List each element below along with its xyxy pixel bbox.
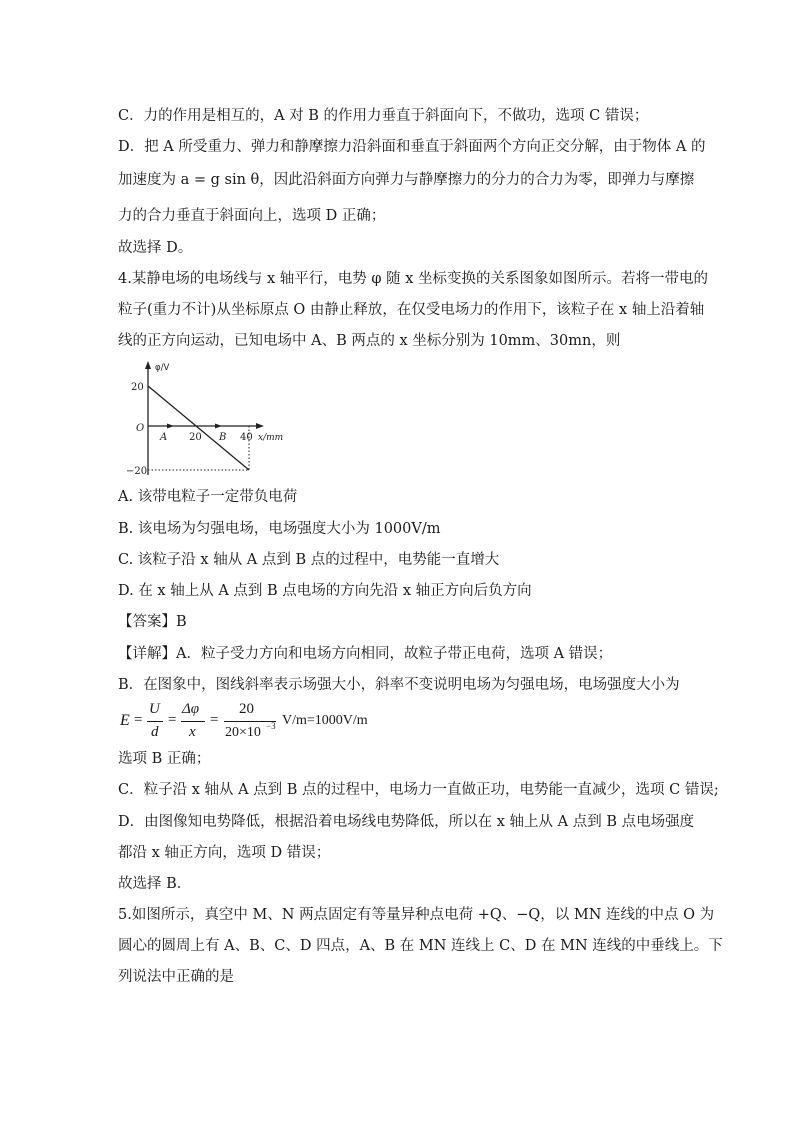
field-arrow-icon [167,424,174,429]
eq-U: U [149,701,160,717]
y-axis-label: φ/V [155,363,170,373]
eq-equals: = [168,712,177,728]
eq-equals: = [134,712,143,728]
eq-dphi: Δφ [182,701,200,717]
eq-denominator: 20×10 [225,725,261,740]
eq-E: E [120,712,130,729]
field-arrow-icon [215,424,222,429]
x-tick-label: 20 [189,432,202,443]
fraction-bar [181,721,205,722]
text-line: 列说法中正确的是 [118,969,234,985]
text-line: 粒子(重力不计)从坐标原点 O 由静止释放，在仅受电场力的作用下，该粒子在 x 轴上沿着轴 [118,302,705,318]
x-axis-label: x/mm [258,433,284,443]
eq-x: x [189,724,196,740]
text-line: 选项 B 正确； [118,751,211,767]
text-line: D．把 A 所受重力、弹力和静摩擦力沿斜面和垂直于斜面两个方向正交分解，由于物体 A 的 [118,139,706,155]
y-tick-label: 20 [131,382,144,393]
text-line: C．力的作用是相互的，A 对 B 的作用力垂直于斜面向下，不做功，选项 C 错误； [118,108,649,124]
origin-label: O [136,423,145,434]
text-line: D．由图像知电势降低，根据沿着电场线电势降低，所以在 x 轴上从 A 点到 B 点电场强度 [118,814,695,830]
x-tick-label: 40 [240,432,253,443]
text-line: 力的合力垂直于斜面向上，选项 D 正确； [118,208,386,224]
text-line: A. 该带电粒子一定带负电荷 [118,489,298,505]
y-tick-label: −20 [126,466,148,477]
text-line: 都沿 x 轴正方向，选项 D 错误； [118,845,331,861]
text-line: C．粒子沿 x 轴从 A 点到 B 点的过程中，电场力一直做正功，电势能一直减少，选项 C 错误; [118,782,719,798]
text-line: 故选择 B． [118,876,192,892]
text-line: 线的正方向运动，已知电场中 A、B 两点的 x 坐标分别为 10mm、30mn，则 [118,333,621,349]
y-axis-arrow-icon [145,361,151,369]
text-line: 故选择 D。 [118,240,193,256]
text-line: C. 该粒子沿 x 轴从 A 点到 B 点的过程中，电势能一直增大 [118,552,500,568]
potential-line [148,386,249,470]
text-line: B．在图象中，图线斜率表示场强大小，斜率不变说明电场为匀强电场，电场强度大小为 [118,677,680,693]
text-line: 【详解】A．粒子受力方向和电场方向相同，故粒子带正电荷，选项 A 错误； [118,646,613,662]
eq-d: d [151,724,159,740]
eq-equals: = [210,712,219,728]
text-line: 4.某静电场的电场线与 x 轴平行，电势 φ 随 x 坐标变换的关系图象如图所示。若将一带电的 [118,271,708,287]
point-label: A [160,432,168,443]
potential-graph [118,357,284,477]
text-line: 5.如图所示，真空中 M、N 两点固定有等量异种点电荷 +Q、−Q，以 MN 连线的中点 O 为 [118,907,715,923]
text-line: D. 在 x 轴上从 A 点到 B 点电场的方向先沿 x 轴正方向后负方向 [118,583,532,599]
text-line: 加速度为 a = g sin θ，因此沿斜面方向弹力与静摩擦力的分力的合力为零，即弹力与摩擦 [118,172,695,188]
fraction-bar [147,721,163,722]
eq-units: V/m=1000V/m [282,713,368,728]
text-line: 圆心的圆周上有 A、B、C、D 四点，A、B 在 MN 连线上 C、D 在 MN 连线的中垂线上。下 [118,938,723,954]
eq-numerator: 20 [239,701,254,717]
text-line: B. 该电场为匀强电场，电场强度大小为 1000V/m [118,521,441,537]
text-line: 【答案】B [118,614,187,630]
eq-exponent: −3 [266,721,276,731]
x-axis-arrow-icon [256,423,264,429]
point-label: B [219,432,227,443]
field-strength-equation [118,700,448,746]
